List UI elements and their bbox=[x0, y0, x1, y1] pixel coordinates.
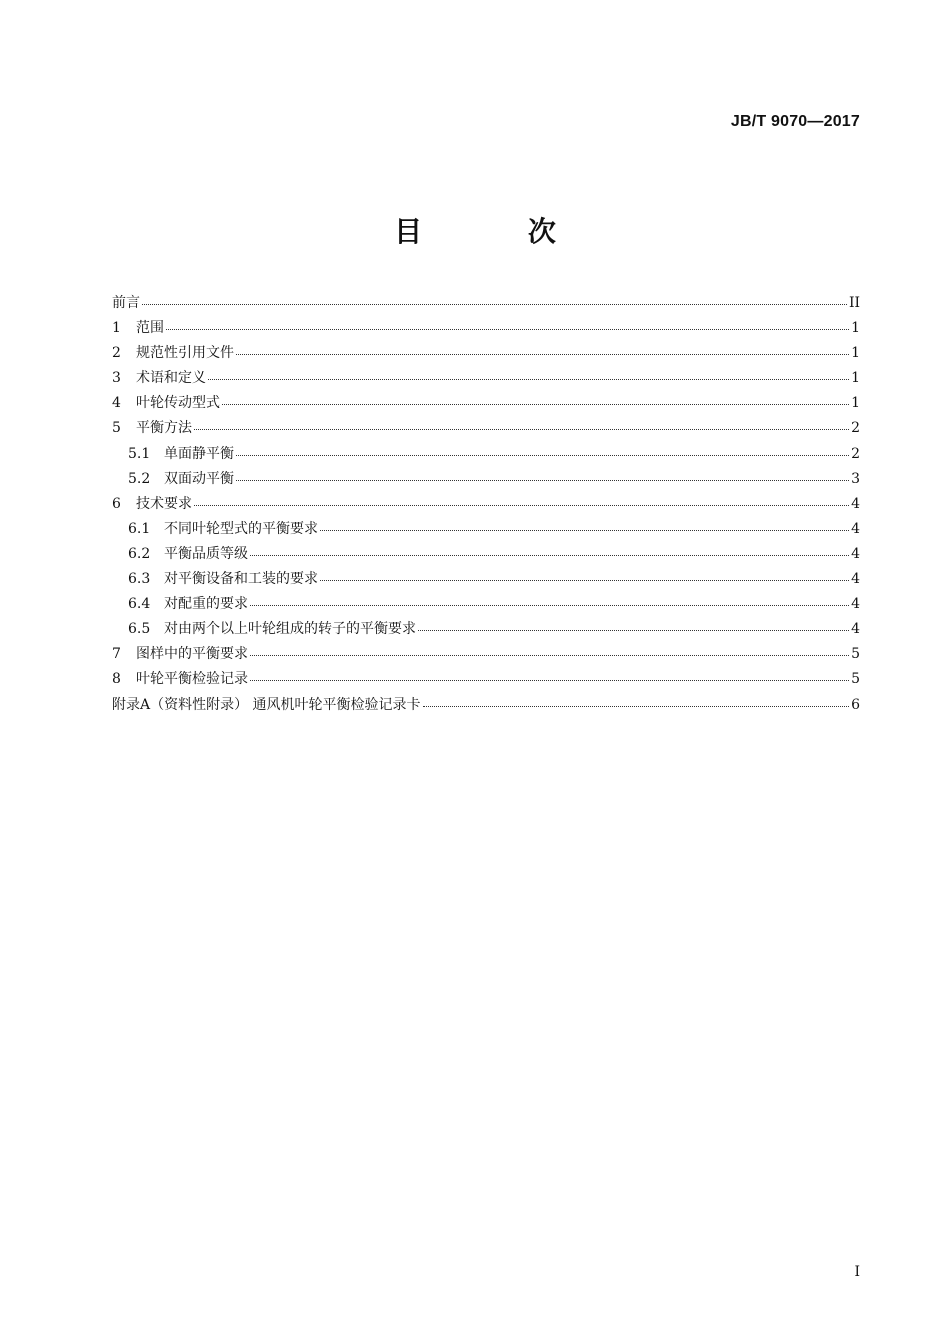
toc-entry-label: 对平衡设备和工装的要求 bbox=[164, 571, 318, 588]
toc-entry-page: 1 bbox=[851, 345, 860, 362]
toc-entry[interactable] bbox=[112, 643, 860, 668]
toc-dot-leader bbox=[423, 706, 850, 707]
toc-entry-number: 5.2 bbox=[128, 470, 151, 487]
toc-dot-leader bbox=[166, 329, 849, 330]
toc-entry-page: 4 bbox=[851, 571, 860, 588]
toc-entry-number: 8 bbox=[112, 671, 121, 688]
toc-entry-number: 7 bbox=[112, 646, 121, 663]
toc-entry-label: 术语和定义 bbox=[136, 370, 206, 387]
toc-entry-number: 3 bbox=[112, 370, 121, 387]
toc-entry-label: 附录A（资料性附录） 通风机叶轮平衡检验记录卡 bbox=[112, 696, 421, 713]
toc-entry-label: 平衡品质等级 bbox=[164, 545, 248, 562]
toc-entry-page: 3 bbox=[851, 470, 860, 487]
toc-entry-number: 6.4 bbox=[128, 596, 151, 613]
toc-dot-leader bbox=[222, 404, 849, 405]
toc-entry-number: 6.2 bbox=[128, 545, 151, 562]
toc-entry-label: 图样中的平衡要求 bbox=[136, 646, 248, 663]
toc-entry-label: 叶轮传动型式 bbox=[136, 395, 220, 412]
toc-dot-leader bbox=[250, 680, 849, 681]
toc-entry-label: 对配重的要求 bbox=[164, 596, 248, 613]
toc-entry[interactable] bbox=[112, 593, 860, 618]
toc-entry-page: 1 bbox=[851, 370, 860, 387]
toc-entry-page: 4 bbox=[851, 520, 860, 537]
toc-title: 目 次 bbox=[394, 215, 604, 248]
toc-dot-leader bbox=[250, 605, 849, 606]
toc-entry-page: II bbox=[848, 295, 860, 311]
toc-entry[interactable] bbox=[112, 668, 860, 693]
toc-entry[interactable] bbox=[112, 568, 860, 593]
toc-entry[interactable] bbox=[112, 493, 860, 518]
toc-entry-number: 6 bbox=[112, 495, 121, 512]
toc-entry-number: 5 bbox=[112, 420, 121, 437]
toc-entry-page: 5 bbox=[851, 646, 860, 663]
toc-dot-leader bbox=[142, 304, 847, 305]
toc-entry-label: 不同叶轮型式的平衡要求 bbox=[164, 520, 318, 537]
toc-entry-label: 对由两个以上叶轮组成的转子的平衡要求 bbox=[164, 621, 416, 638]
toc-entry[interactable] bbox=[112, 417, 860, 442]
toc-dot-leader bbox=[208, 379, 849, 380]
toc-entry[interactable] bbox=[112, 443, 860, 468]
toc-entry-label: 范围 bbox=[136, 320, 164, 337]
toc-entry[interactable] bbox=[112, 543, 860, 568]
toc-entry-number: 1 bbox=[112, 320, 121, 337]
toc-dot-leader bbox=[320, 530, 849, 531]
toc-dot-leader bbox=[250, 655, 849, 656]
toc-entry[interactable] bbox=[112, 518, 860, 543]
table-of-contents bbox=[112, 292, 860, 719]
toc-entry[interactable] bbox=[112, 317, 860, 342]
toc-entry-number: 5.1 bbox=[128, 445, 151, 462]
toc-entry[interactable] bbox=[112, 342, 860, 367]
toc-entry-label: 前言 bbox=[112, 295, 140, 311]
toc-entry[interactable] bbox=[112, 292, 860, 317]
toc-entry-page: 1 bbox=[851, 320, 860, 337]
toc-entry-page: 5 bbox=[851, 671, 860, 688]
toc-entry-label: 规范性引用文件 bbox=[136, 345, 234, 362]
toc-entry-label: 叶轮平衡检验记录 bbox=[136, 671, 248, 688]
toc-entry[interactable] bbox=[112, 392, 860, 417]
toc-entry[interactable] bbox=[112, 618, 860, 643]
toc-entry-label: 双面动平衡 bbox=[164, 470, 234, 487]
toc-dot-leader bbox=[236, 480, 849, 481]
page-number: I bbox=[854, 1264, 860, 1280]
toc-entry[interactable] bbox=[112, 468, 860, 493]
standard-code: JB/T 9070—2017 bbox=[730, 113, 860, 130]
toc-entry-number: 6.5 bbox=[128, 621, 151, 638]
toc-dot-leader bbox=[320, 580, 849, 581]
toc-dot-leader bbox=[418, 630, 849, 631]
toc-dot-leader bbox=[236, 354, 849, 355]
toc-dot-leader bbox=[194, 429, 849, 430]
toc-entry-number: 2 bbox=[112, 345, 121, 362]
toc-entry-label: 单面静平衡 bbox=[164, 445, 234, 462]
toc-entry-page: 4 bbox=[851, 621, 860, 638]
toc-entry-number: 4 bbox=[112, 395, 121, 412]
toc-entry[interactable] bbox=[112, 694, 860, 719]
toc-dot-leader bbox=[194, 505, 849, 506]
toc-entry-number: 6.1 bbox=[128, 520, 151, 537]
toc-entry-label: 技术要求 bbox=[136, 495, 192, 512]
toc-entry-page: 4 bbox=[851, 545, 860, 562]
toc-entry-number: 6.3 bbox=[128, 571, 151, 588]
toc-entry-page: 2 bbox=[851, 445, 860, 462]
toc-entry-page: 2 bbox=[851, 420, 860, 437]
toc-entry-page: 6 bbox=[851, 696, 860, 713]
toc-dot-leader bbox=[236, 455, 849, 456]
toc-entry-page: 4 bbox=[851, 495, 860, 512]
toc-entry-page: 4 bbox=[851, 596, 860, 613]
toc-entry[interactable] bbox=[112, 367, 860, 392]
toc-dot-leader bbox=[250, 555, 849, 556]
toc-entry-page: 1 bbox=[851, 395, 860, 412]
toc-entry-label: 平衡方法 bbox=[136, 420, 192, 437]
